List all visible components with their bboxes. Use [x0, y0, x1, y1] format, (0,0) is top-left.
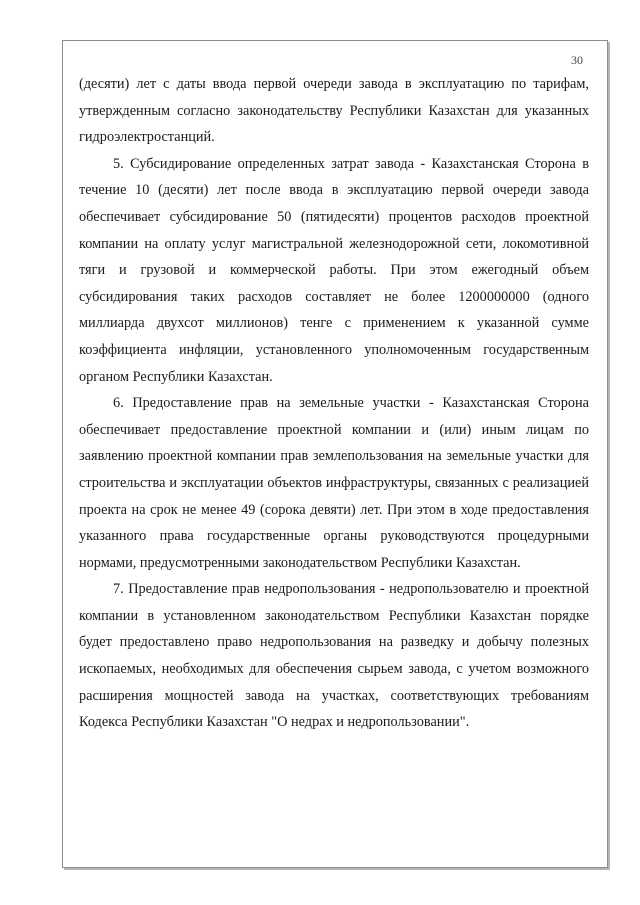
document-body [79, 71, 589, 736]
paragraph-item-7: 7. Предоставление прав недропользования - недропользователю и проектной компании в установленном законодательством Республики Казахстан порядке будет предоставлено право недропользования на разведку и добычу полезных ископаемых, необходимых для обеспечения сырьем завода, с учетом возможного расширения мощностей завода на участках, соответствующих требованиям Кодекса Республики Казахстан "О недрах и недропользовании". [79, 581, 589, 731]
paragraph-continuation: (десяти) лет с даты ввода первой очереди завода в эксплуатацию по тарифам, утвержденным согласно законодательству Республики Казахстан для указанных гидроэлектростанций. [79, 76, 589, 146]
paragraph-item-6: 6. Предоставление прав на земельные участки - Казахстанская Сторона обеспечивает предоставление проектной компании и (или) иным лицам по заявлению проектной компании прав землепользования на земельные участки для строительства и эксплуатации объектов инфраструктуры, связанных с реализацией проекта на срок не менее 49 (сорока девяти) лет. При этом в ходе предоставления указанного права государственные органы руководствуются процедурными нормами, предусмотренными законодательством Республики Казахстан. [79, 395, 589, 571]
paragraph-item-5: 5. Субсидирование определенных затрат завода - Казахстанская Сторона в течение 10 (десяти) лет после ввода в эксплуатацию первой очереди завода обеспечивает субсидирование 50 (пятидесяти) процентов расходов проектной компании на оплату услуг магистральной железнодорожной сети, локомотивной тяги и грузовой и коммерческой работы. При этом ежегодный объем субсидирования таких расходов составляет не более 1200000000 (одного миллиарда двухсот миллионов) тенге с применением к указанной сумме коэффициента инфляции, установленного уполномоченным государственным органом Республики Казахстан. [79, 155, 589, 385]
document-page [62, 40, 608, 868]
page-number: 30 [571, 53, 583, 67]
